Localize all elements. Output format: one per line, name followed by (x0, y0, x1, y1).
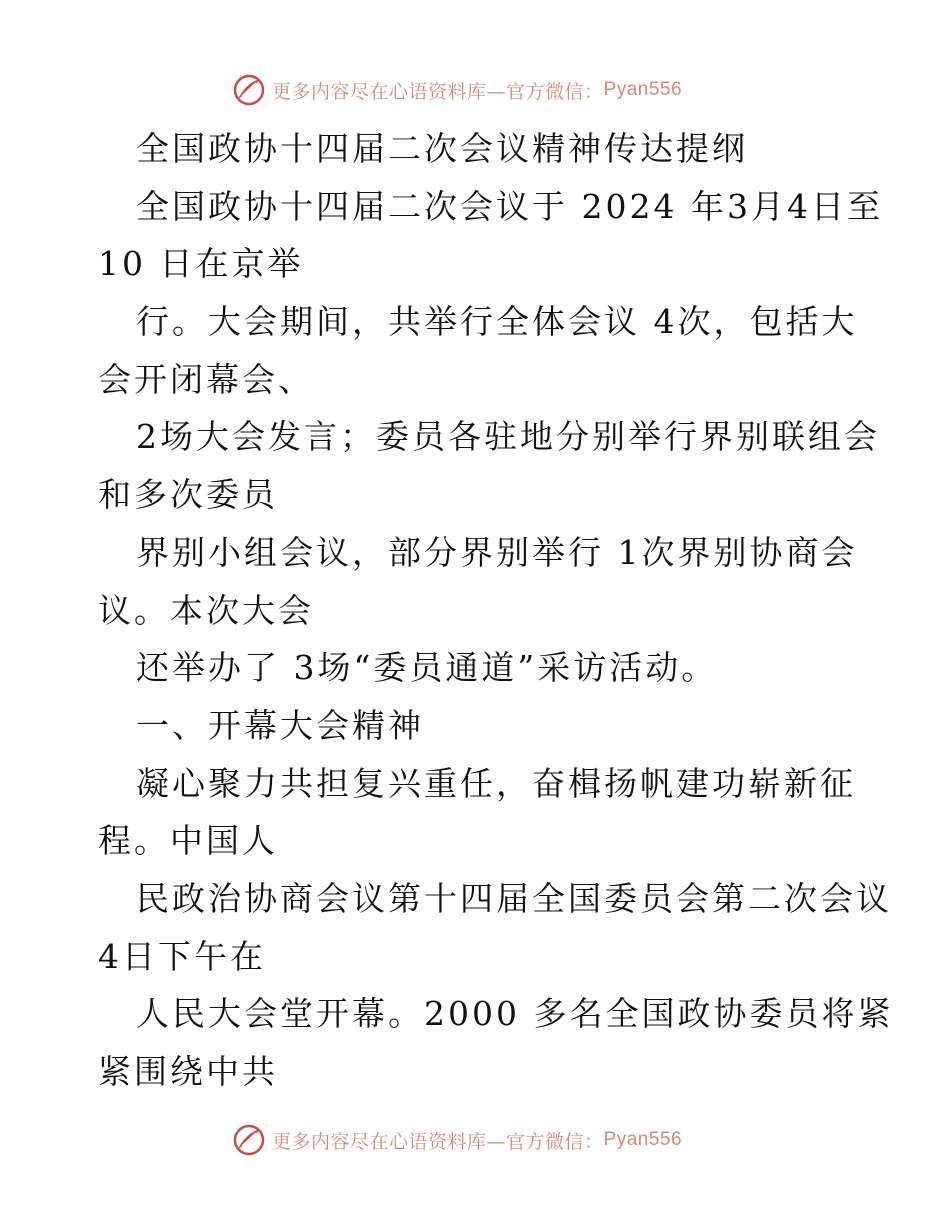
text-line: 10 日在京举 (98, 244, 304, 284)
footer-watermark (232, 1122, 752, 1158)
text-line: 界别小组会议，部分界别举行 1次界别协商会 (136, 532, 858, 572)
text-line: 议。本次大会 (98, 590, 314, 630)
pen-logo-icon (232, 1123, 266, 1157)
pen-logo-icon (232, 73, 266, 107)
text-line: 凝心聚力共担复兴重任，奋楫扬帆建功崭新征 (136, 763, 856, 803)
text-line: 程。中国人 (98, 821, 278, 861)
text-line: 4日下午在 (98, 936, 266, 976)
text-line: 人民大会堂开幕。2000 多名全国政协委员将紧 (136, 994, 894, 1034)
text-line: 民政治协商会议第十四届全国委员会第二次会议 (136, 878, 892, 918)
watermark-text: 更多内容尽在心语资料库—官方微信： (272, 1130, 604, 1153)
document-body (98, 120, 894, 1101)
watermark-wechat-id: Pyan556 (603, 1129, 683, 1150)
text-line: 全国政协十四届二次会议于 2024 年3月4日至 (136, 186, 883, 226)
header-watermark (232, 72, 752, 108)
text-line: 还举办了 3场“委员通道”采访活动。 (136, 648, 718, 688)
text-line: 会开闭幕会、 (98, 359, 314, 399)
text-line: 和多次委员 (98, 475, 278, 515)
text-line: 行。大会期间，共举行全体会议 4次，包括大 (136, 302, 858, 342)
section-heading: 一、开幕大会精神 (136, 705, 424, 745)
document-title: 全国政协十四届二次会议精神传达提纲 (136, 129, 748, 168)
text-line: 2场大会发言；委员各驻地分别举行界别联组会 (136, 417, 880, 457)
text-line: 紧围绕中共 (98, 1052, 278, 1091)
watermark-wechat-id: Pyan556 (603, 79, 683, 100)
watermark-text: 更多内容尽在心语资料库—官方微信： (272, 80, 604, 103)
